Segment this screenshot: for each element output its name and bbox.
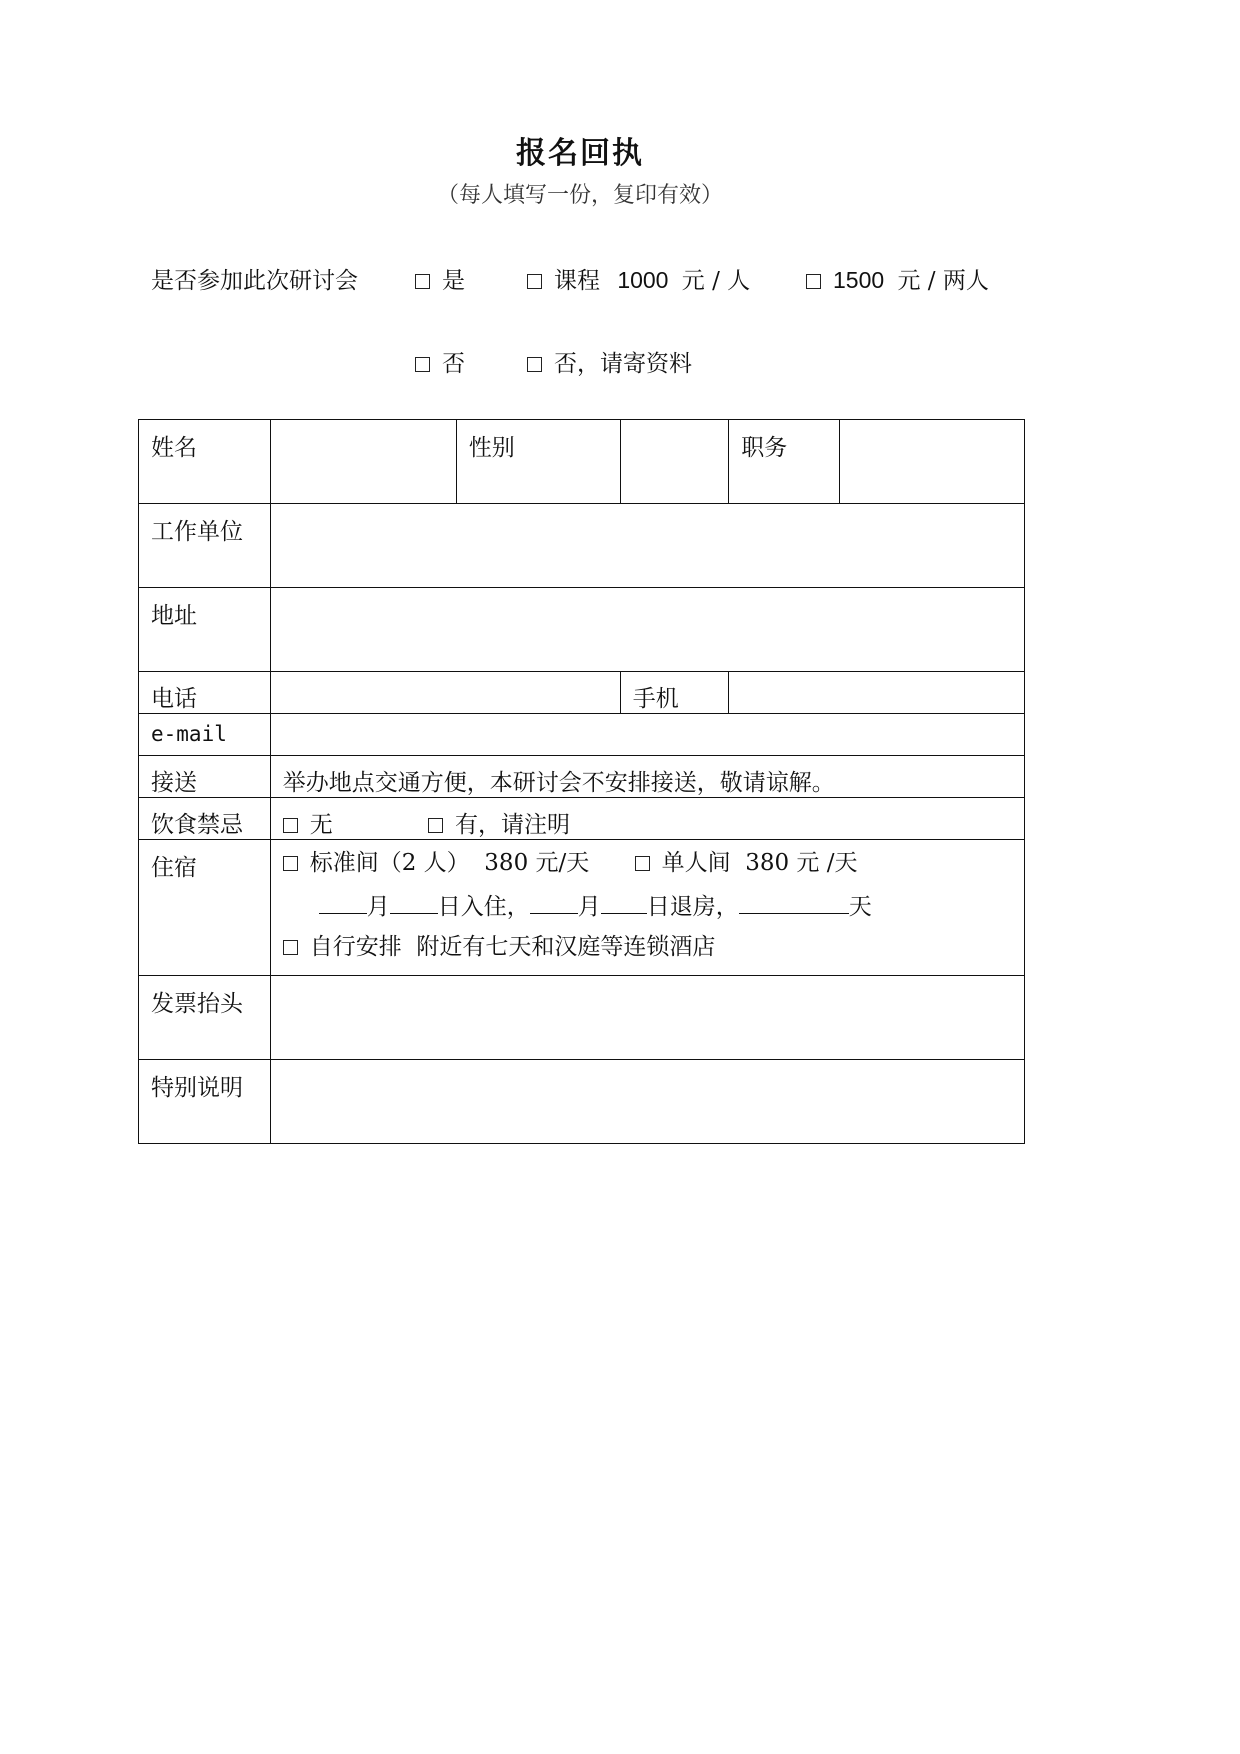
page-subtitle: （每人填写一份，复印有效） — [436, 183, 723, 208]
email-field[interactable] — [270, 714, 1024, 756]
standard-room-label: 标准间（2 人） 380 元/天 — [309, 850, 590, 876]
row-notes — [139, 1060, 1025, 1144]
name-field[interactable] — [270, 420, 456, 504]
self-arrange-option[interactable] — [283, 934, 716, 960]
transfer-label: 接送 — [139, 756, 271, 798]
checkin-month-unit: 月 — [366, 894, 390, 920]
attend-no-label: 否 — [442, 351, 465, 377]
self-arrange-label: 自行安排 附近有七天和汉庭等连锁酒店 — [309, 934, 716, 960]
gender-field[interactable] — [620, 420, 729, 504]
pair-price: 1500 — [833, 267, 885, 293]
course-option[interactable] — [527, 262, 750, 295]
checkout-month-blank[interactable] — [530, 891, 578, 914]
job-title-label: 职务 — [729, 420, 840, 504]
notes-field[interactable] — [270, 1060, 1024, 1144]
invoice-field[interactable] — [270, 976, 1024, 1060]
standard-room-option[interactable] — [283, 850, 590, 876]
course-label: 课程 — [554, 268, 600, 294]
self-arrange-checkbox[interactable] — [283, 940, 298, 955]
row-diet — [139, 798, 1025, 840]
diet-none-label: 无 — [309, 812, 333, 838]
page-title: 报名回执 — [516, 136, 644, 171]
company-label: 工作单位 — [139, 504, 271, 588]
attend-question: 是否参加此次研讨会 — [151, 268, 358, 294]
attend-yes-checkbox[interactable] — [415, 274, 430, 289]
row-lodging — [139, 840, 1025, 976]
diet-yes-label: 有，请注明 — [455, 812, 571, 838]
pair-checkbox[interactable] — [806, 274, 821, 289]
mobile-field[interactable] — [729, 672, 1025, 714]
registration-table — [138, 419, 1025, 1144]
nights-blank[interactable] — [739, 891, 849, 914]
attend-no-checkbox[interactable] — [415, 357, 430, 372]
row-phone — [139, 672, 1025, 714]
row-email — [139, 714, 1025, 756]
diet-yes-option[interactable] — [428, 812, 570, 838]
diet-yes-checkbox[interactable] — [428, 818, 443, 833]
standard-room-checkbox[interactable] — [283, 856, 298, 871]
lodging-options — [270, 840, 1024, 976]
checkin-label: 日入住， — [437, 894, 530, 920]
diet-label: 饮食禁忌 — [139, 798, 271, 840]
gender-label: 性别 — [456, 420, 620, 504]
pair-option[interactable] — [806, 262, 989, 295]
phone-field[interactable] — [270, 672, 620, 714]
address-field[interactable] — [270, 588, 1024, 672]
notes-label: 特别说明 — [139, 1060, 271, 1144]
checkout-day-blank[interactable] — [601, 891, 647, 914]
single-room-option[interactable] — [635, 850, 858, 876]
row-company — [139, 504, 1025, 588]
checkout-month-unit: 月 — [577, 894, 601, 920]
checkout-label: 日退房， — [646, 894, 739, 920]
phone-label: 电话 — [139, 672, 271, 714]
invoice-label: 发票抬头 — [139, 976, 271, 1060]
single-room-checkbox[interactable] — [635, 856, 650, 871]
diet-none-checkbox[interactable] — [283, 818, 298, 833]
diet-none-option[interactable] — [283, 812, 333, 838]
job-title-field[interactable] — [839, 420, 1024, 504]
course-checkbox[interactable] — [527, 274, 542, 289]
attend-no-option[interactable] — [415, 345, 465, 378]
address-label: 地址 — [139, 588, 271, 672]
checkin-day-blank[interactable] — [390, 891, 438, 914]
transfer-text: 举办地点交通方便，本研讨会不安排接送，敬请谅解。 — [270, 756, 1024, 798]
email-label: e-mail — [139, 714, 271, 756]
attend-yes-label: 是 — [442, 268, 465, 294]
stay-dates-line — [283, 891, 1012, 933]
company-field[interactable] — [270, 504, 1024, 588]
no-mail-checkbox[interactable] — [527, 357, 542, 372]
no-mail-label: 否，请寄资料 — [554, 351, 692, 377]
row-address — [139, 588, 1025, 672]
course-unit: 元 / 人 — [681, 268, 751, 294]
self-arrange-line — [283, 933, 1012, 975]
lodging-label: 住宿 — [139, 840, 271, 976]
diet-options — [270, 798, 1024, 840]
room-type-line — [283, 849, 1012, 891]
course-price: 1000 — [617, 267, 669, 293]
row-transfer — [139, 756, 1025, 798]
name-label: 姓名 — [139, 420, 271, 504]
pair-unit: 元 / 两人 — [897, 268, 989, 294]
row-invoice — [139, 976, 1025, 1060]
single-room-label: 单人间 380 元 /天 — [661, 850, 858, 876]
attend-yes-option[interactable] — [415, 262, 465, 295]
no-mail-option[interactable] — [527, 345, 692, 378]
checkin-month-blank[interactable] — [319, 891, 367, 914]
mobile-label: 手机 — [620, 672, 729, 714]
nights-unit: 天 — [848, 894, 872, 920]
row-name — [139, 420, 1025, 504]
